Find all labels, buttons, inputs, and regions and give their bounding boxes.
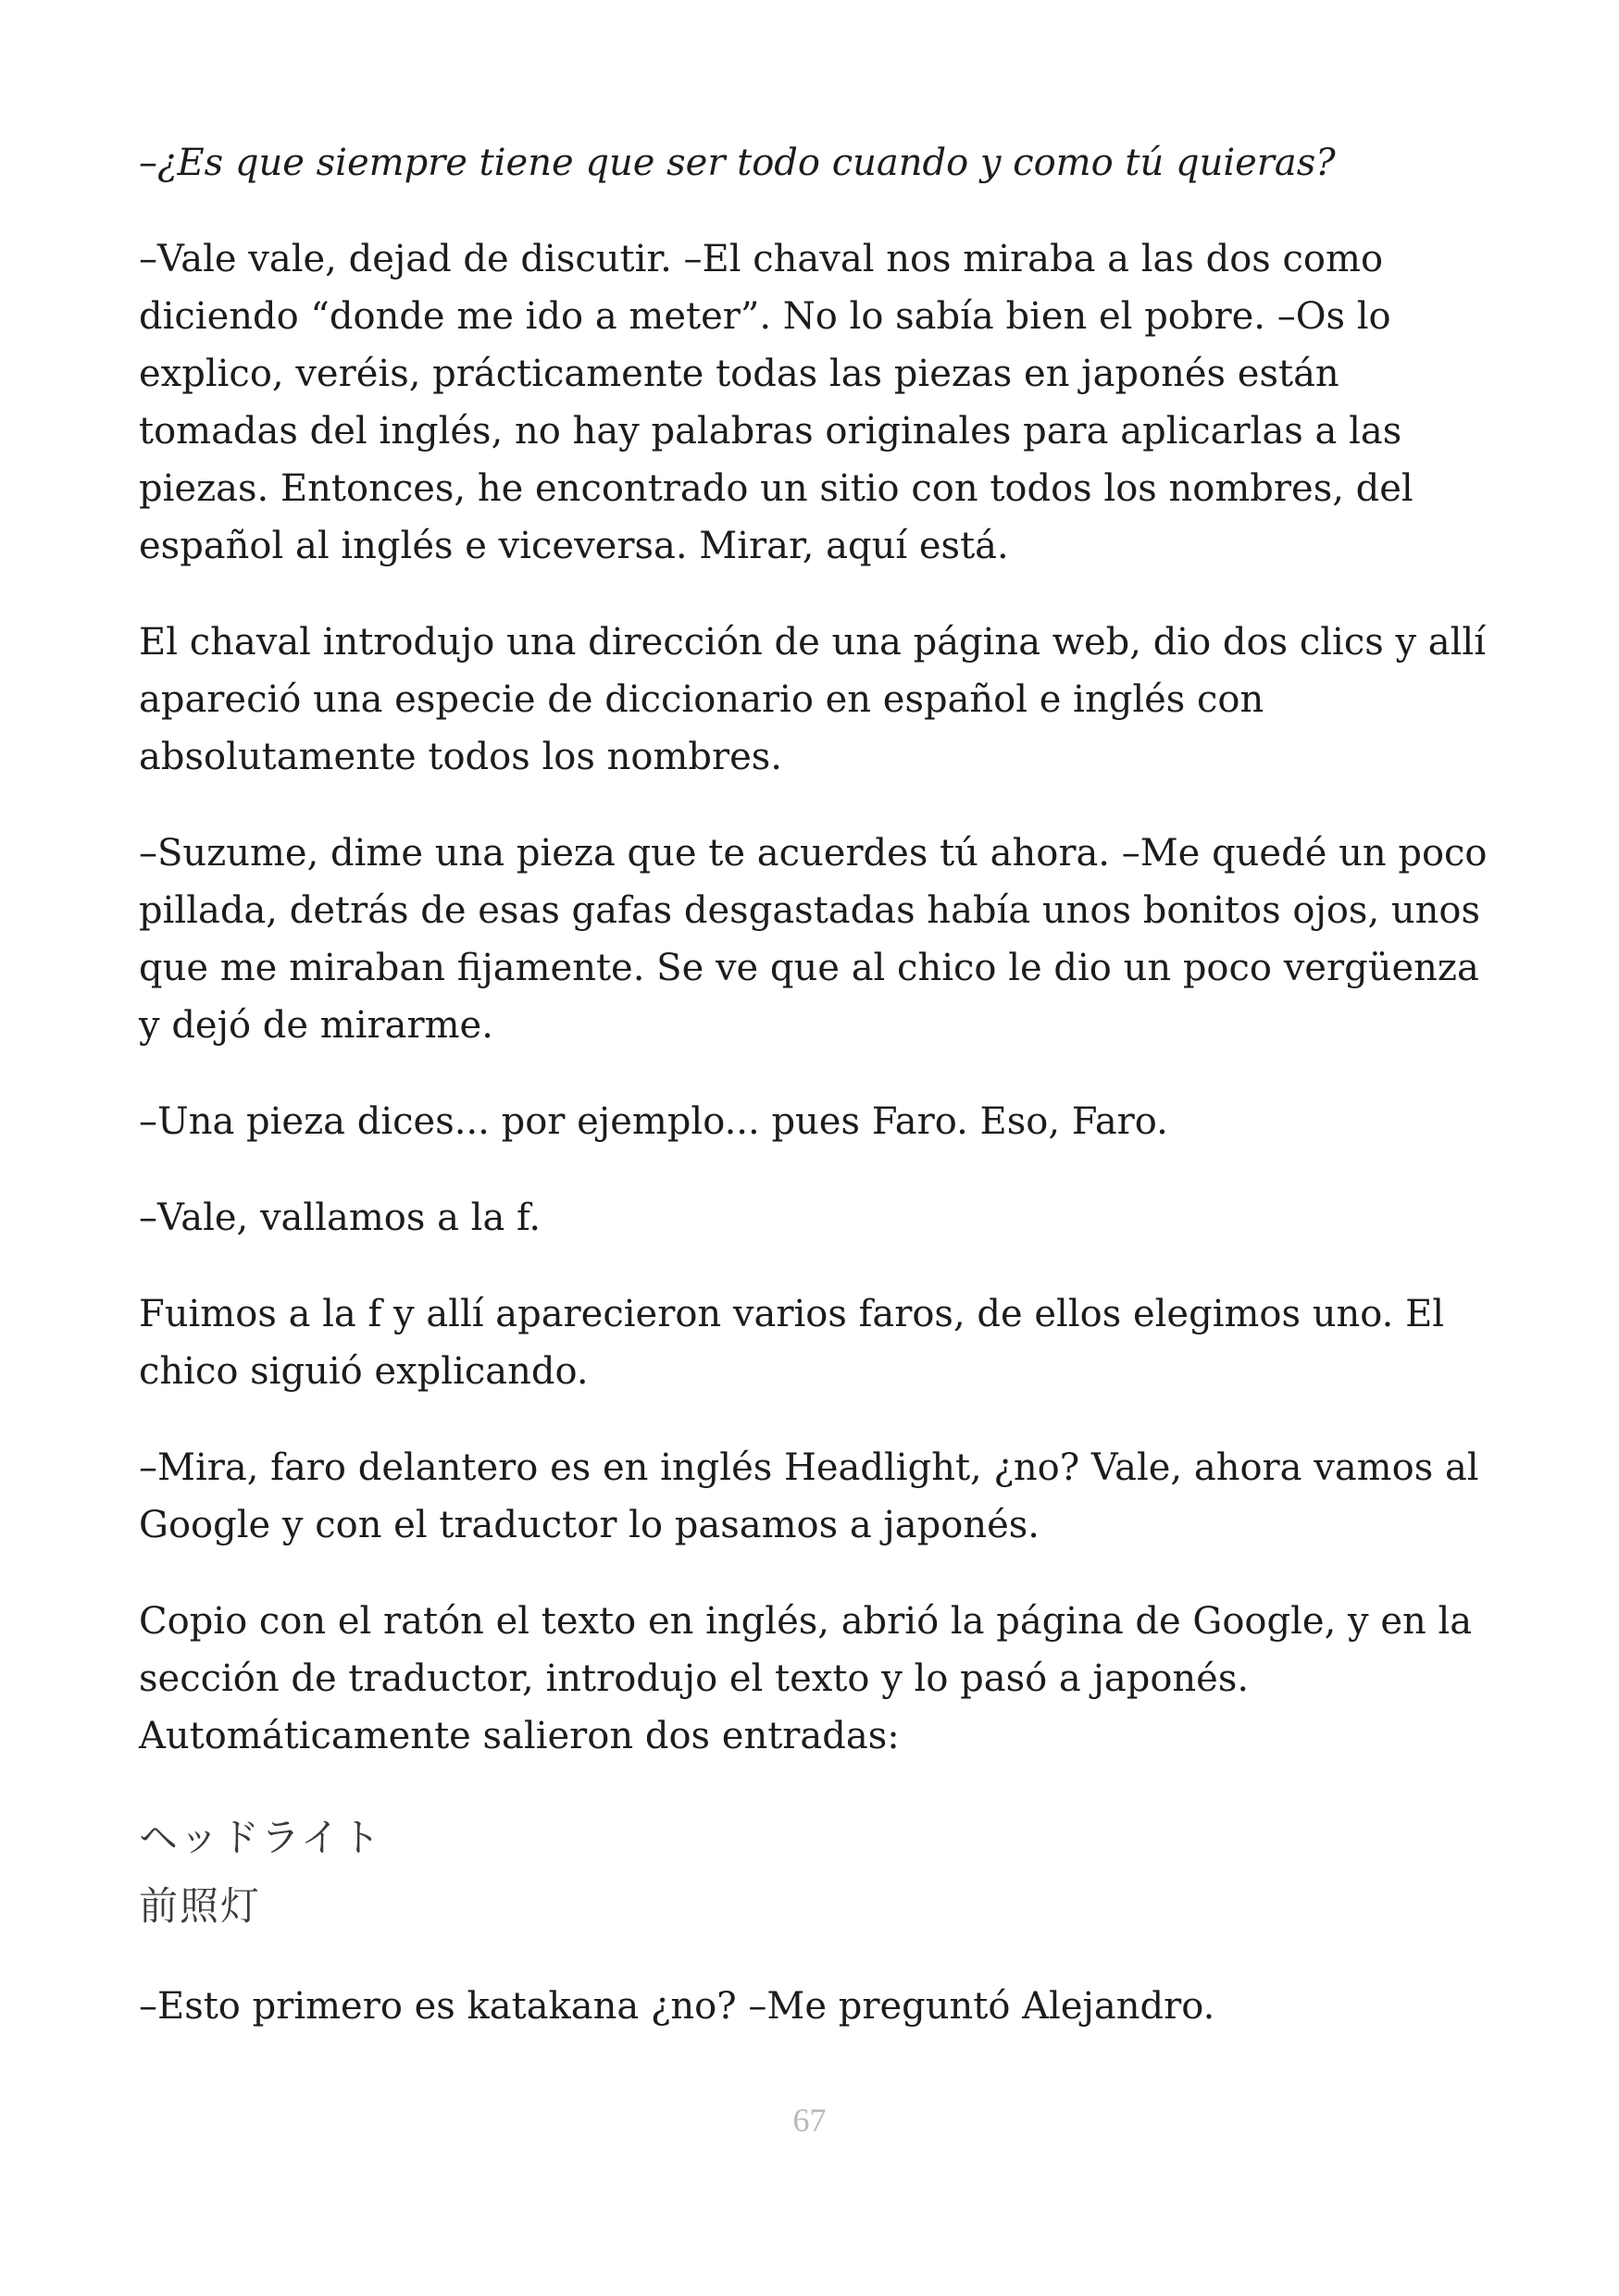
paragraph-4: –Suzume, dime una pieza que te acuerdes tú ahora. –Me quedé un poco pillada, detrás de esas gafas desgastadas había unos bonitos ojos, unos que me miraban fijamente. Se ve que al chico le dio un poco vergüenza y dejó de mirarme. — [139, 832, 1488, 1047]
paragraph-1: –¿Es que siempre tiene que ser todo cuando y como tú quieras? — [139, 142, 1336, 184]
page-body — [139, 134, 1509, 2074]
japanese-entry-katakana: ヘッドライト — [139, 1815, 382, 1860]
japanese-entries — [139, 1804, 1509, 1941]
paragraph-2: –Vale vale, dejad de discutir. –El chaval nos miraba a las dos como diciendo “donde me ido a meter”. No lo sabía bien el pobre. –Os lo explico, veréis, prácticamente todas las piezas en japonés están tomadas del inglés, no hay palabras originales para aplicarlas a las piezas. Entonces, he encontrado un sitio con todos los nombres, del español al inglés e viceversa. Mirar, aquí está. — [139, 238, 1414, 567]
final-paragraph: –Esto primero es katakana ¿no? –Me preguntó Alejandro. — [139, 1985, 1215, 2028]
paragraph-6: –Vale, vallamos a la f. — [139, 1197, 542, 1239]
japanese-entry-kanji: 前照灯 — [139, 1883, 262, 1929]
paragraph-7: Fuimos a la f y allí aparecieron varios faros, de ellos elegimos uno. El chico siguió explicando. — [139, 1293, 1445, 1393]
page-number: 67 — [792, 2102, 827, 2139]
paragraph-8: –Mira, faro delantero es en inglés Headlight, ¿no? Vale, ahora vamos al Google y con el traductor lo pasamos a japonés. — [139, 1446, 1479, 1546]
paragraph-3: El chaval introdujo una dirección de una página web, dio dos clics y allí apareció una especie de diccionario en español e inglés con absolutamente todos los nombres. — [139, 621, 1486, 778]
paragraph-5: –Una pieza dices... por ejemplo... pues Faro. Eso, Faro. — [139, 1100, 1168, 1143]
paragraph-9: Copio con el ratón el texto en inglés, abrió la página de Google, y en la sección de traductor, introdujo el texto y lo pasó a japonés. Automáticamente salieron dos entradas: — [139, 1600, 1473, 1757]
